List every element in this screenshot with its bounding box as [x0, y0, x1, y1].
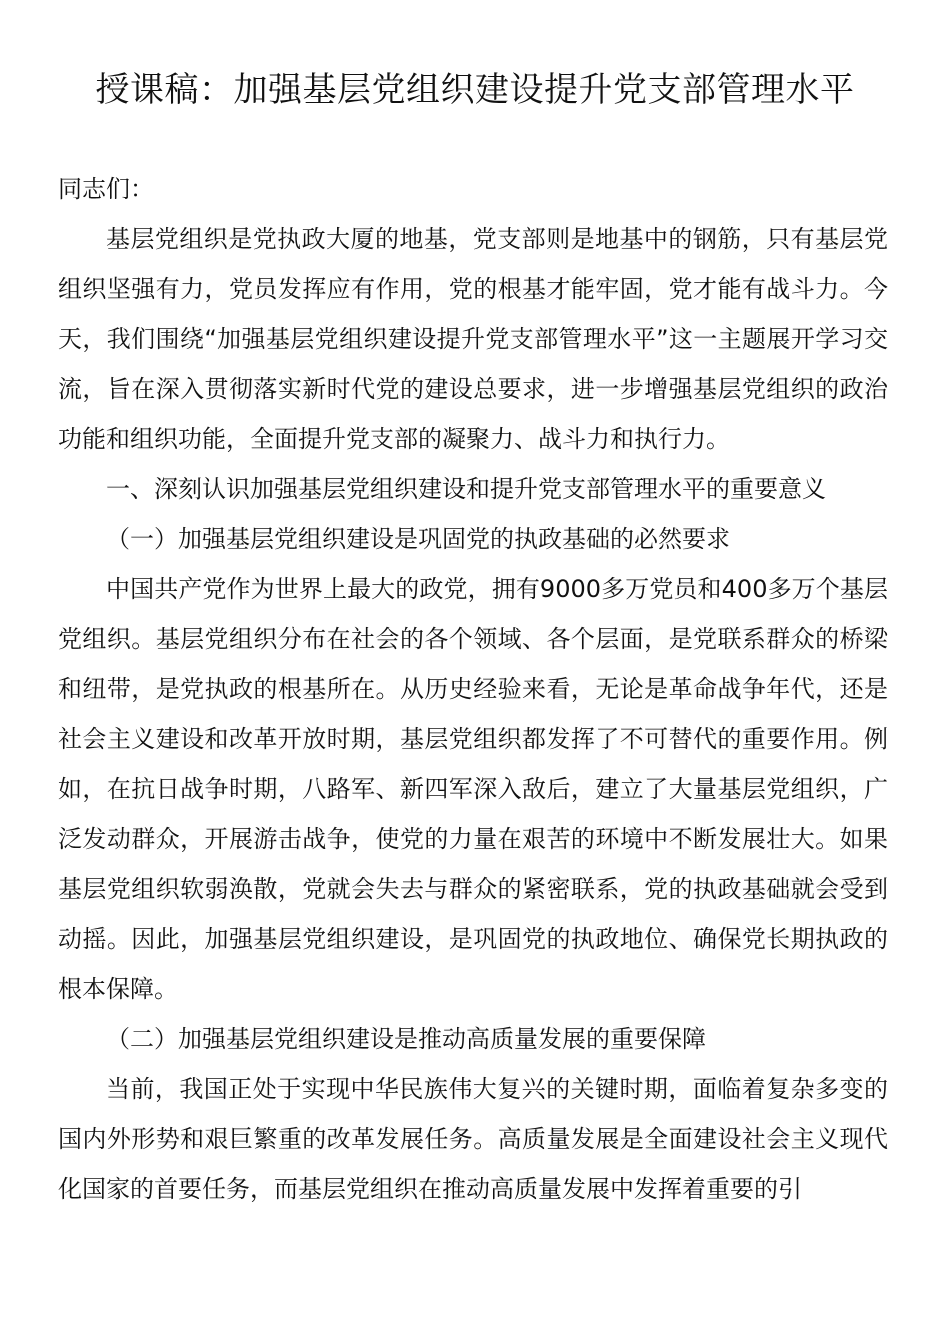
- document-title: 授课稿：加强基层党组织建设提升党支部管理水平: [95, 70, 855, 110]
- section-heading-1: 一、深刻认识加强基层党组织建设和提升党支部管理水平的重要意义: [106, 475, 826, 503]
- salutation: 同志们：: [58, 175, 154, 203]
- body-paragraph: 当前，我国正处于实现中华民族伟大复兴的关键时期，面临着复杂多变的国内外形势和艰巨繁重的改革发展任务。高质量发展是全面建设社会主义现代化国家的首要任务，而基层党组织在推动高质量发展中发挥着重要的引: [58, 1075, 888, 1203]
- body-paragraph: 中国共产党作为世界上最大的政党，拥有9000多万党员和400多万个基层党组织。基层党组织分布在社会的各个领域、各个层面，是党联系群众的桥梁和纽带，是党执政的根基所在。从历史经验来看，无论是革命战争年代，还是社会主义建设和改革开放时期，基层党组织都发挥了不可替代的重要作用。例如，在抗日战争时期，八路军、新四军深入敌后，建立了大量基层党组织，广泛发动群众，开展游击战争，使党的力量在艰苦的环境中不断发展壮大。如果基层党组织软弱涣散，党就会失去与群众的紧密联系，党的执政基础就会受到动摇。因此，加强基层党组织建设，是巩固党的执政地位、确保党长期执政的根本保障。: [58, 575, 888, 1003]
- subsection-heading-2: （二）加强基层党组织建设是推动高质量发展的重要保障: [106, 1025, 706, 1053]
- document-body: [58, 164, 888, 1214]
- subsection-heading-1: （一）加强基层党组织建设是巩固党的执政基础的必然要求: [106, 525, 730, 553]
- intro-paragraph: 基层党组织是党执政大厦的地基，党支部则是地基中的钢筋，只有基层党组织坚强有力，党员发挥应有作用，党的根基才能牢固，党才能有战斗力。今天，我们围绕“加强基层党组织建设提升党支部管理水平”这一主题展开学习交流，旨在深入贯彻落实新时代党的建设总要求，进一步增强基层党组织的政治功能和组织功能，全面提升党支部的凝聚力、战斗力和执行力。: [58, 225, 888, 453]
